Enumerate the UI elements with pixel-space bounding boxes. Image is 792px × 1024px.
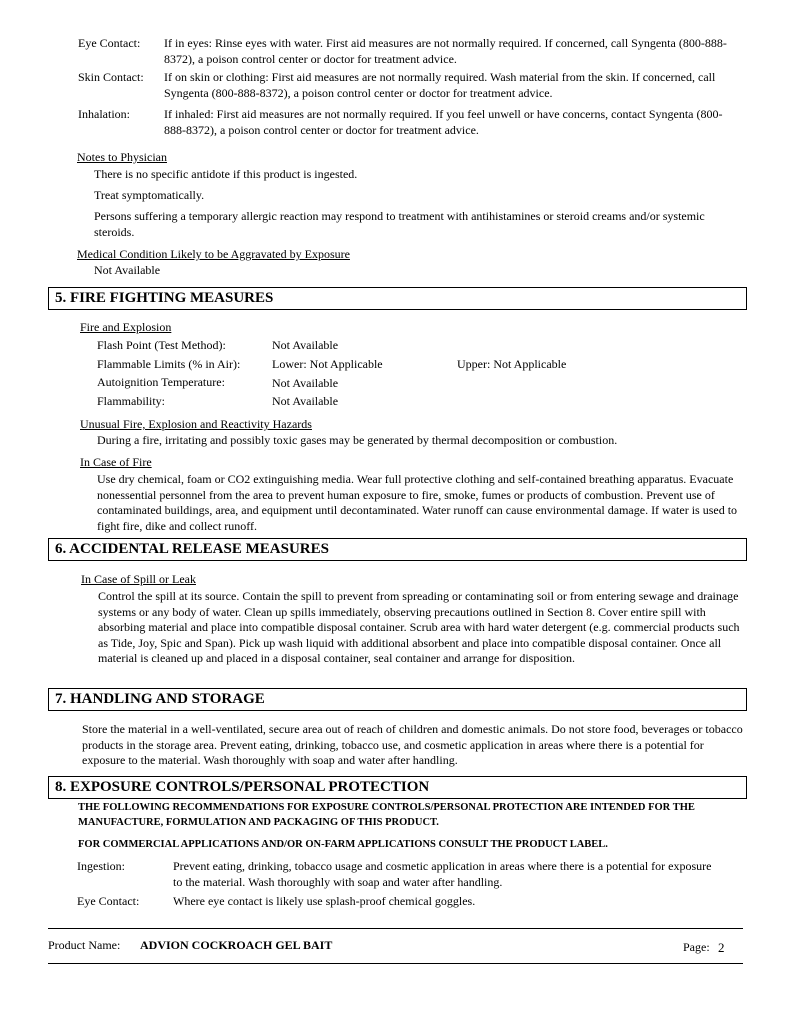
first-aid-eye-text: If in eyes: Rinse eyes with water. First aid measures are not normally required. If concerned, call Syngenta (800-888-8372), a poison control center or doctor for treatment advice. <box>164 36 727 66</box>
medical-condition-value: Not Available <box>94 263 161 277</box>
section-6-header <box>48 538 747 561</box>
medical-condition-heading: Medical Condition Likely to be Aggravated by Exposure <box>77 247 350 261</box>
footer-product-name: ADVION COCKROACH GEL BAIT <box>140 938 333 952</box>
flash-point-label: Flash Point (Test Method): <box>97 338 226 352</box>
first-aid-inhalation-label: Inhalation: <box>78 107 130 121</box>
autoignition-value: Not Available <box>272 376 339 390</box>
exposure-eye-text: Where eye contact is likely use splash-proof chemical goggles. <box>173 894 476 908</box>
in-case-of-fire-heading: In Case of Fire <box>80 455 152 469</box>
first-aid-inhalation-text: If inhaled: First aid measures are not normally required. If you feel unwell or have concerns, contact Syngenta (800-888-8372), a poison control center or doctor for treatment advice. <box>164 107 723 137</box>
footer-bottom-rule <box>48 963 743 964</box>
flammability-value: Not Available <box>272 394 339 408</box>
exposure-eye-label: Eye Contact: <box>77 894 140 908</box>
first-aid-skin-label: Skin Contact: <box>78 70 144 84</box>
exposure-notice-1: THE FOLLOWING RECOMMENDATIONS FOR EXPOSURE CONTROLS/PERSONAL PROTECTION ARE INTENDED FOR THE MANUFACTURE, FORMULATION AND PACKAGING OF THIS PRODUCT. <box>78 802 695 828</box>
in-case-of-fire-text: Use dry chemical, foam or CO2 extinguishing media. Wear full protective clothing and self-contained breathing apparatus. Evacuate nonessential personnel from the area to prevent human exposure to fire, smoke, fumes or products of combustion. Prevent use of contaminated buildings, area, and equipment until decontaminated. Water runoff can cause environmental damage. If water is used to fight fire, dike and collect runoff. <box>97 472 738 533</box>
notes-line-1: There is no specific antidote if this product is ingested. <box>94 167 358 181</box>
exposure-notice-2: FOR COMMERCIAL APPLICATIONS AND/OR ON-FARM APPLICATIONS CONSULT THE PRODUCT LABEL. <box>78 839 608 850</box>
footer-top-rule <box>48 928 743 929</box>
footer-page-number: 2 <box>718 940 725 955</box>
flammable-limits-label: Flammable Limits (% in Air): <box>97 357 241 371</box>
section-6-title: 6. ACCIDENTAL RELEASE MEASURES <box>55 541 329 557</box>
flammable-limits-upper: Upper: Not Applicable <box>457 357 567 371</box>
notes-line-3: Persons suffering a temporary allergic reaction may respond to treatment with antihistamines or steroid creams and/or systemic steroids. <box>94 209 705 239</box>
autoignition-label: Autoignition Temperature: <box>97 375 225 389</box>
notes-line-2: Treat symptomatically. <box>94 188 205 202</box>
notes-to-physician-heading: Notes to Physician <box>77 150 167 164</box>
exposure-ingestion-text: Prevent eating, drinking, tobacco usage and cosmetic application in areas where there is a potential for exposure to the material. Wash thoroughly with soap and water after handling. <box>173 859 712 889</box>
section-8-title: 8. EXPOSURE CONTROLS/PERSONAL PROTECTION <box>55 779 430 795</box>
first-aid-eye-label: Eye Contact: <box>78 36 141 50</box>
section-5-title: 5. FIRE FIGHTING MEASURES <box>55 290 274 306</box>
spill-leak-text: Control the spill at its source. Contain the spill to prevent from spreading or contaminating soil or from entering sewage and drainage systems or any body of water. Clean up spills immediately, observing precautions outlined in Section 8. Cover entire spill with absorbing material and place into compatible disposal container. Scrub area with hard water detergent (e.g. commercial products such as Tide, Joy, Spic and Span). Pick up wash liquid with additional absorbent and place into compatible disposal container. Once all material is cleaned up and placed in a disposal container, seal container and arrange for disposition. <box>98 589 740 665</box>
section-5-header <box>48 287 747 310</box>
section-8-header <box>48 776 747 799</box>
unusual-hazards-heading: Unusual Fire, Explosion and Reactivity Hazards <box>80 417 312 431</box>
section-7-title: 7. HANDLING AND STORAGE <box>55 691 265 707</box>
spill-leak-heading: In Case of Spill or Leak <box>81 572 196 586</box>
handling-storage-text: Store the material in a well-ventilated, secure area out of reach of children and domestic animals. Do not store food, beverages or tobacco products in the storage area. Prevent eating, drinking, tobacco use, and cosmetic application in areas where there is a potential for exposure to the material. Wash thoroughly with soap and water after handling. <box>82 722 743 767</box>
footer-product-label: Product Name: <box>48 938 121 952</box>
flammability-label: Flammability: <box>97 394 165 408</box>
footer-page-label: Page: <box>683 940 710 954</box>
section-7-header <box>48 688 747 711</box>
flammable-limits-lower: Lower: Not Applicable <box>272 357 383 371</box>
first-aid-skin-text: If on skin or clothing: First aid measures are not normally required. Wash material from the skin. If concerned, call Syngenta (800-888-8372), a poison control center or doctor for treatment advice. <box>164 70 716 100</box>
unusual-hazards-text: During a fire, irritating and possibly toxic gases may be generated by thermal decomposition or combustion. <box>97 433 618 447</box>
fire-explosion-heading: Fire and Explosion <box>80 320 172 334</box>
flash-point-value: Not Available <box>272 338 339 352</box>
exposure-ingestion-label: Ingestion: <box>77 859 125 873</box>
